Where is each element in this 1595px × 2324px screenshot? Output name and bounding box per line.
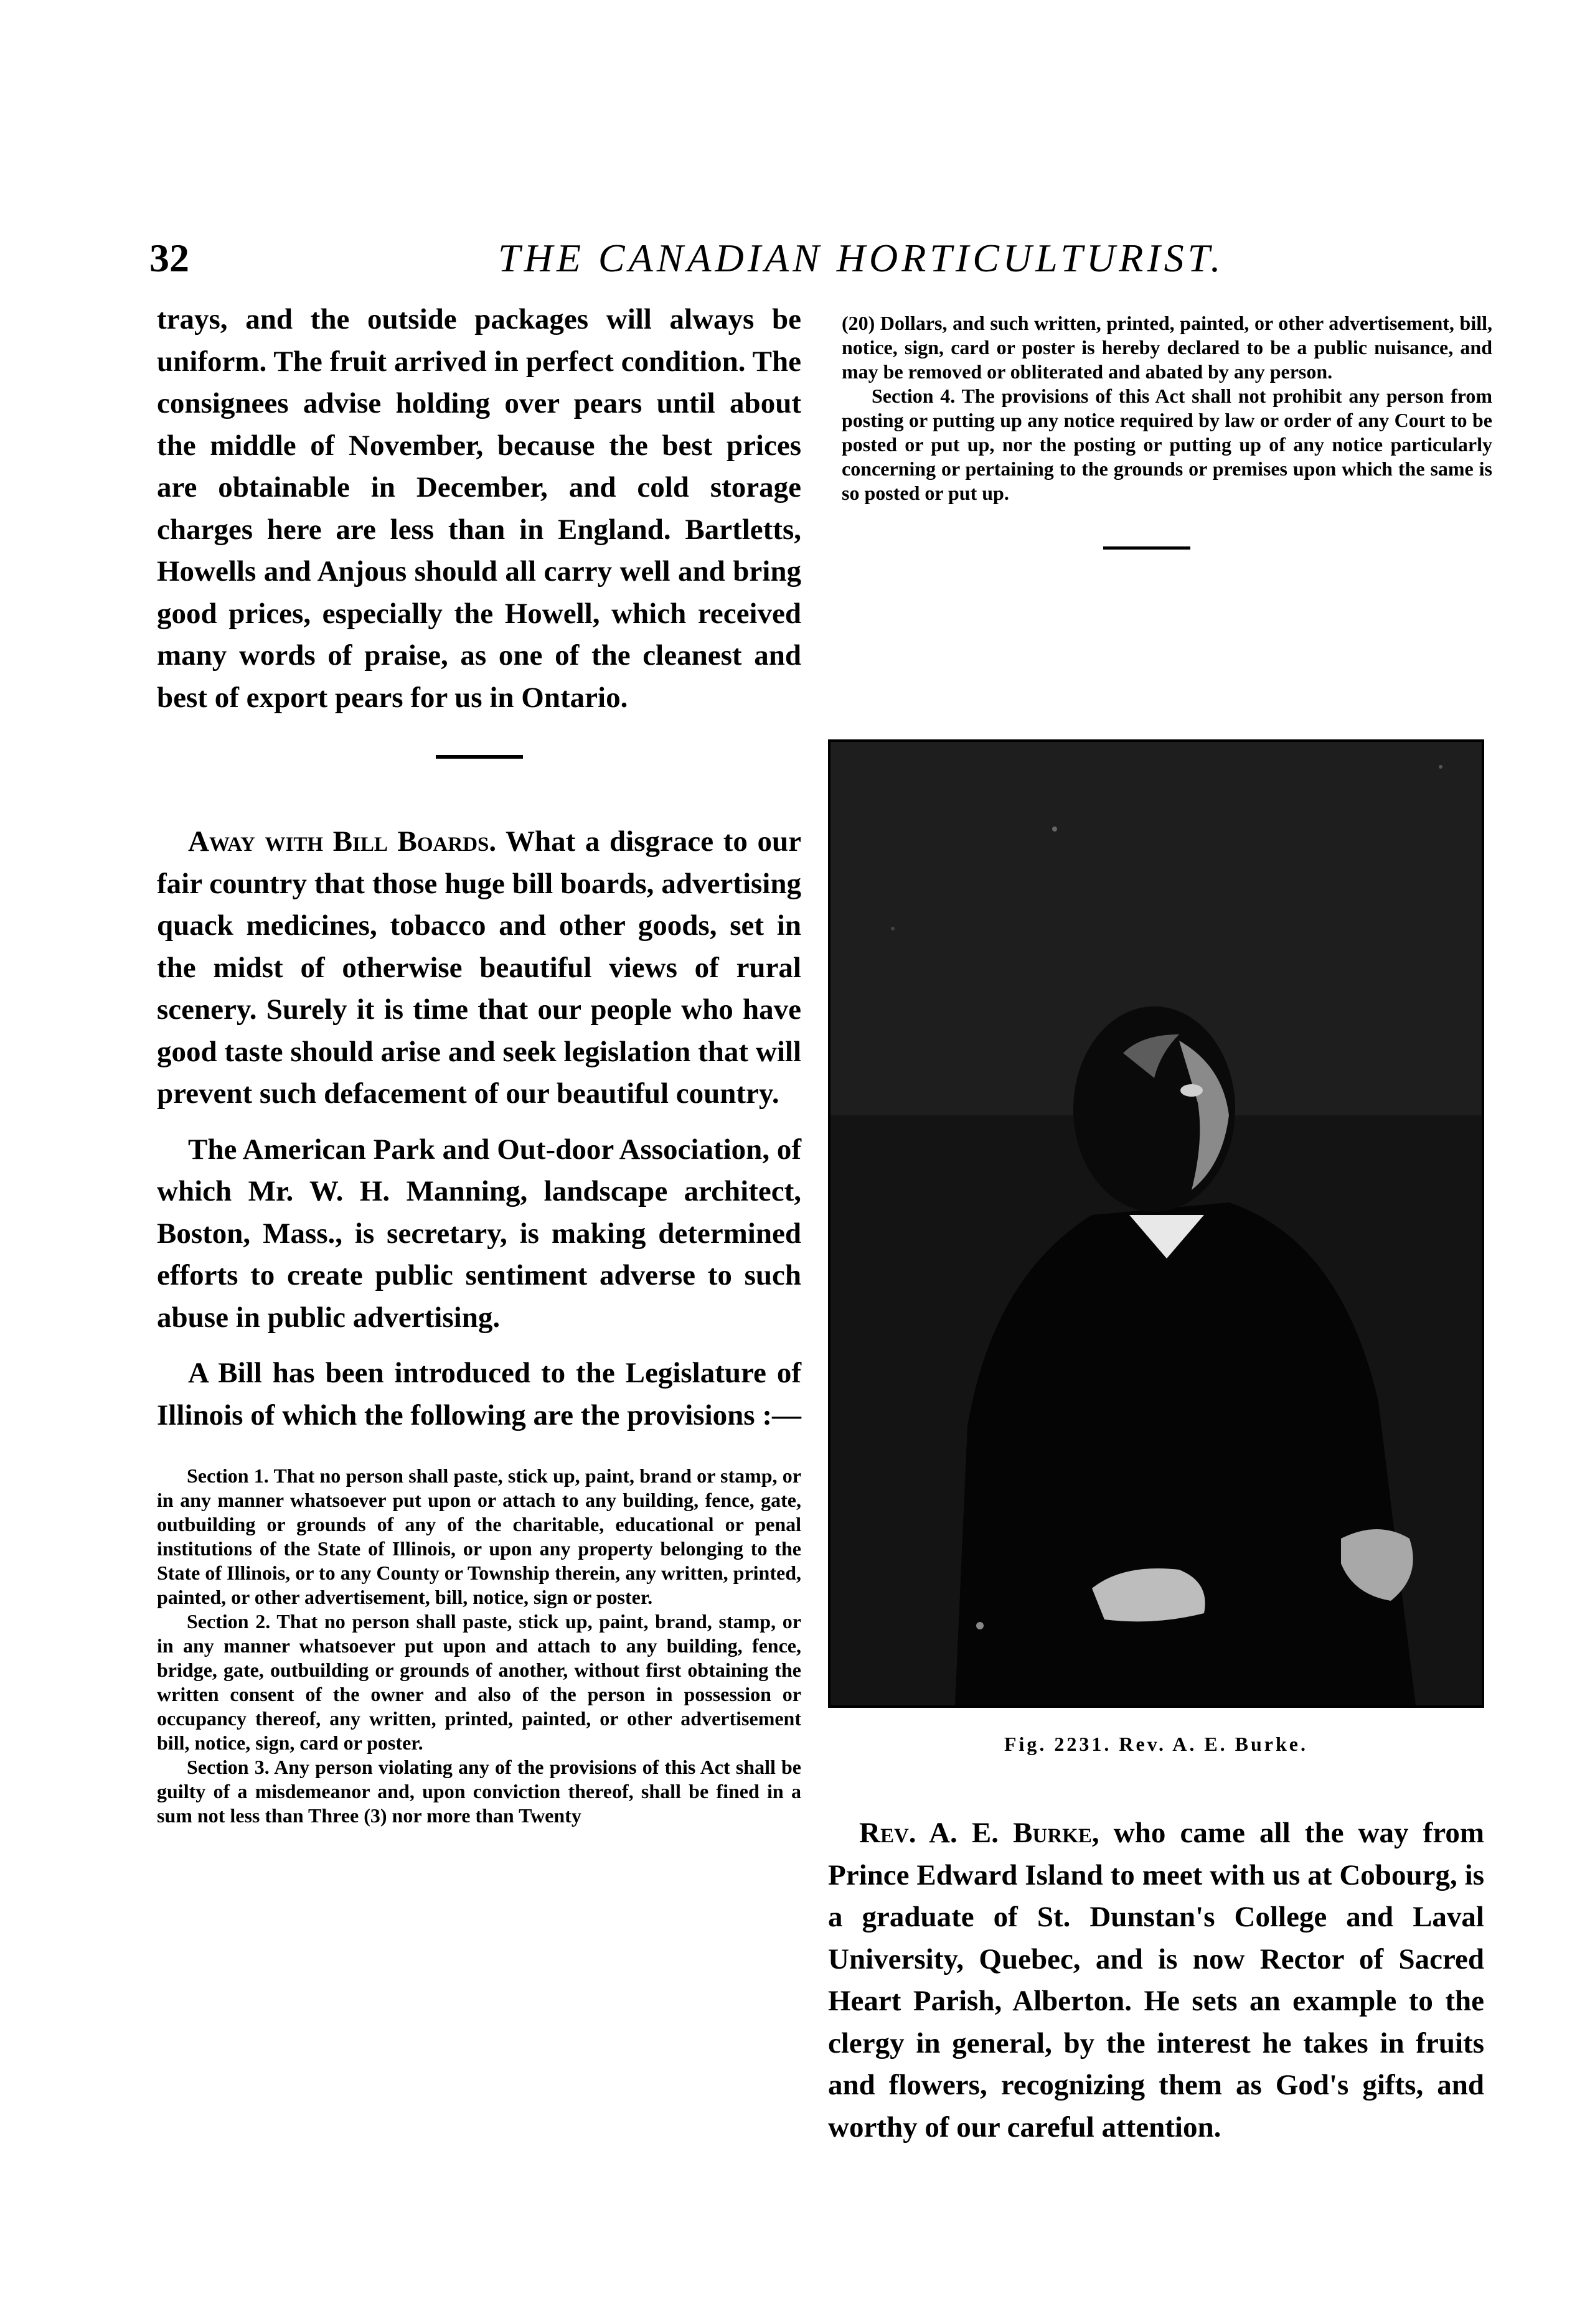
figure-caption: Fig. 2231. Rev. A. E. Burke. <box>1004 1733 1308 1755</box>
running-head <box>149 235 1482 285</box>
association-paragraph: The American Park and Out-door Association, of which Mr. W. H. Manning, landscape architect, Boston, Mass., is secretary, is making determined efforts to create public sentiment adverse to such abuse in public advertising. <box>157 1133 801 1334</box>
bill-boards-paragraph <box>157 821 801 1115</box>
continuation-paragraph: trays, and the outside packages will always be uniform. The fruit arrived in perfect condition. The consignees advise holding over pears until about the middle of November, because the best prices are obtainable in December, and cold storage charges here are less than in England. Bartletts, Howells and Anjous should all carry well and bring good prices, especially the Howell, which received many words of praise, as one of the cleanest and best of export pears for us in Ontario. <box>157 303 801 714</box>
biography-column <box>828 1812 1484 2148</box>
bill-boards-body: What a disgrace to our fair country that those huge bill boards, advertising quack medicines, tobacco and other goods, set in the midst of otherwise beautiful views of rural scenery. Surely it is time that our people who have good taste should arise and seek legislation that will prevent such defacement of our beautiful country. <box>157 825 802 1110</box>
portrait-photograph <box>828 739 1484 1708</box>
bill-section-2: Section 2. That no person shall paste, stick up, paint, brand, stamp, or in any manner whatsoever put upon and attach to any building, fence, bridge, gate, outbuilding or grounds of another, without first obtaining the written consent of the owner and also of the person in possession or occupancy thereof, any written, printed, painted, or other advertisement bill, notice, sign, card or poster. <box>157 1610 801 1754</box>
section-divider <box>436 755 523 759</box>
biography-name: Rev. A. E. Burke, <box>859 1817 1099 1849</box>
portrait-image <box>830 742 1482 1705</box>
right-column <box>842 311 1492 550</box>
spacer <box>157 1436 801 1464</box>
spacer <box>157 1339 801 1352</box>
bill-section-3-continued: (20) Dollars, and such written, printed, painted, or other advertisement, bill, notice, sign, card or poster is hereby declared to be a public nuisance, and may be removed or obliterated and abated by any person. <box>842 312 1492 383</box>
page-number: 32 <box>149 236 189 280</box>
bill-boards-heading: Away with Bill Boards. <box>188 825 497 858</box>
biography-paragraph <box>828 1812 1484 2148</box>
bill-section-4: Section 4. The provisions of this Act shall not prohibit any person from posting or putting up any notice required by law or order of any Court to be posted or put up, nor the posting or putting up of any notice particularly concerning or pertaining to the grounds or premises upon which the same is so posted or put up. <box>842 385 1492 504</box>
bill-intro-paragraph: A Bill has been introduced to the Legislature of Illinois of which the following are the provisions :— <box>157 1357 801 1431</box>
journal-title: THE CANADIAN HORTICULTURIST. <box>498 236 1225 280</box>
section-divider-right <box>1103 546 1190 550</box>
spacer <box>157 1115 801 1129</box>
bill-section-3: Section 3. Any person violating any of the provisions of this Act shall be guilty of a misdemeanor and, upon conviction thereof, shall be fined in a sum not less than Three (3) nor more than Twenty <box>157 1756 801 1827</box>
bill-section-1: Section 1. That no person shall paste, stick up, paint, brand or stamp, or in any manner whatsoever put upon or attach to any building, fence, gate, outbuilding or grounds of any of the charitable, educational or penal institutions of the State of Illinois, or upon any property belonging to the State of Illinois, or to any County or Township therein, any written, printed, painted, or other advertisement, bill, notice, sign or poster. <box>157 1464 801 1608</box>
left-column <box>157 299 801 1828</box>
biography-text: who came all the way from Prince Edward Island to meet with us at Cobourg, is a graduate of St. Dunstan's College and Laval University, Quebec, and is now Rector of Sacred Heart Parish, Alberton. He sets an example to the clergy in general, by the interest he takes in fruits and flowers, recognizing them as God's gifts, and worthy of our careful attention. <box>828 1817 1484 2144</box>
